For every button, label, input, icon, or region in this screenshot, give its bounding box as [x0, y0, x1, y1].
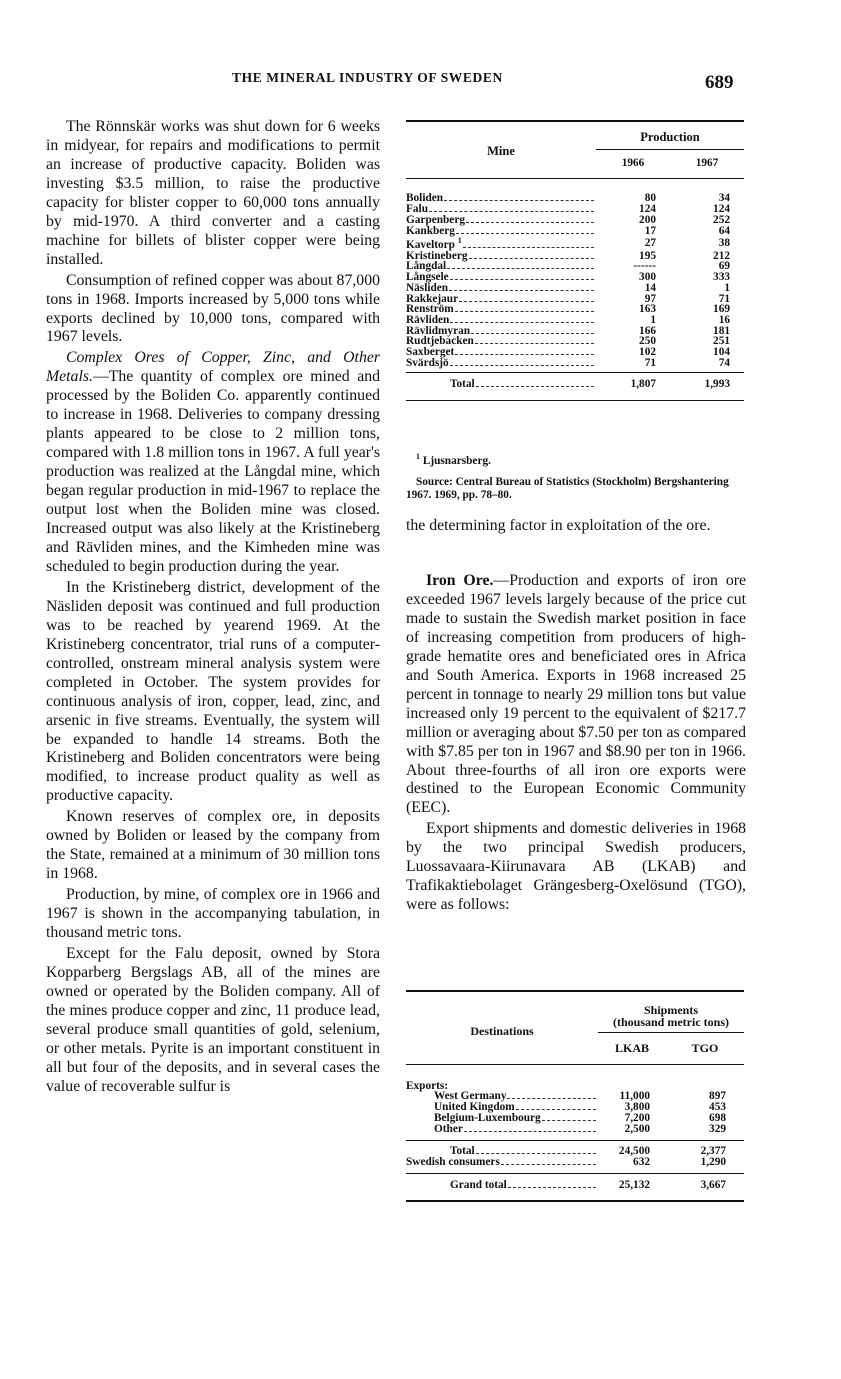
mine-1966-value: 300 — [639, 271, 656, 284]
mine-name: Rävlidmyran — [406, 324, 471, 337]
mine-1966-value: 250 — [639, 335, 656, 348]
mine-1967-value: 251 — [713, 335, 730, 348]
mine-1967-value: 124 — [713, 203, 730, 216]
export-row — [406, 1113, 744, 1124]
mine-row — [406, 215, 744, 226]
swedish-consumers-lkab: 632 — [633, 1155, 650, 1168]
mine-1966-value: 27 — [644, 237, 656, 250]
export-tgo-value: 329 — [709, 1122, 726, 1135]
export-tgo-value: 698 — [709, 1111, 726, 1124]
grand-total-tgo: 3,667 — [700, 1178, 726, 1191]
mine-1966-value: 163 — [639, 303, 656, 316]
page-number: 689 — [705, 72, 734, 93]
mine-total-1966: 1,807 — [630, 378, 656, 391]
mine-1967-value: 71 — [718, 292, 730, 305]
right-column-top — [406, 517, 746, 536]
export-tgo-value: 453 — [709, 1101, 726, 1114]
mine-1966-value: 102 — [639, 346, 656, 359]
mine-name: Kristineberg — [406, 249, 468, 262]
mine-name: Kankberg — [406, 224, 455, 237]
col-1966-header: 1966 — [621, 156, 645, 169]
shipments-table — [406, 990, 744, 1202]
footnote-marker: 1 — [416, 452, 420, 461]
exports-total-label: Total — [450, 1145, 475, 1158]
mine-name: Rudtjebacken — [406, 335, 474, 348]
paragraph-kristineberg: In the Kristineberg district, development of the Näsliden deposit was continued and full production was to be reached by yearend 1969. At the Kristineberg concentrator, trial runs of a computer-controlled, onstream mineral analysis system were completed in October. The system provides for continuous analysis of iron, copper, lead, zinc, and arsenic in five streams. Eventually, the system will be expanded to handle 14 streams. Both the Kristineberg and Boliden concentrators were being modified, to increase product quality as well as productive capacity. — [46, 578, 380, 805]
mine-name: Rakkejaur — [406, 292, 459, 305]
left-column — [46, 118, 380, 1097]
mine-name: Falu — [406, 203, 428, 216]
mine-row — [406, 261, 744, 272]
mine-1966-value: 80 — [644, 192, 656, 205]
footnote-text: Ljusnarsberg. — [422, 454, 491, 467]
mine-row — [406, 336, 744, 347]
mine-1967-value: 38 — [718, 237, 730, 250]
export-tgo-value: 897 — [709, 1090, 726, 1103]
paragraph-falu: Except for the Falu deposit, owned by Stora Kopparberg Bergslags AB, all of the mines are owned or operated by the Boliden company. All of the mines produce copper and zinc, 11 produce lead, several produce small quantities of gold, selenium, or other metals. Pyrite is an important constituent in all but four of the deposits, and in several cases the value of recoverable sulfur is — [46, 944, 380, 1095]
paragraph-consumption: Consumption of refined copper was about 87,000 tons in 1968. Imports increased by 5,000 tons while exports declined by 10,000 tons, compared with 1967 levels. — [46, 271, 380, 346]
col-lkab-header: LKAB — [614, 1041, 649, 1055]
mine-total-label: Total — [450, 378, 475, 391]
mine-name: Näsliden — [406, 281, 449, 294]
mine-1966-value: 1 — [650, 313, 656, 326]
mine-total-1967: 1,993 — [704, 378, 730, 391]
mine-row — [406, 251, 744, 262]
col-mine-header: Mine — [487, 143, 515, 158]
mine-name: Boliden — [406, 192, 444, 205]
export-destination: United Kingdom — [434, 1101, 515, 1114]
exports-total-tgo: 2,377 — [700, 1145, 726, 1158]
mine-1967-value: 74 — [718, 356, 730, 369]
export-lkab-value: 11,000 — [619, 1090, 650, 1103]
export-rows — [406, 1091, 744, 1134]
mine-row — [406, 236, 744, 250]
swedish-consumers-label: Swedish consumers — [406, 1155, 500, 1168]
export-lkab-value: 3,800 — [624, 1101, 650, 1114]
running-header: THE MINERAL INDUSTRY OF SWEDEN — [232, 70, 503, 85]
mine-1967-value: 1 — [724, 281, 730, 294]
shipments-header-line2: (thousand metric tons) — [613, 1015, 729, 1029]
mine-name: Garpenberg — [406, 213, 465, 226]
shipments-header-line1: Shipments — [643, 1003, 699, 1017]
export-destination: Other — [434, 1122, 463, 1135]
swedish-consumers-tgo: 1,290 — [700, 1155, 726, 1168]
mine-1967-value: 34 — [718, 192, 730, 205]
mine-row — [406, 294, 744, 305]
complex-ores-text: —The quantity of complex ore mined and processed by the Boliden Co. apparently continued to increase in 1968. Deliveries to company dressing plants appeared to be close to 2 million tons, compared with 1.8 million tons in 1967. A full year's production was realized at the Långdal mine, which began regular production in mid-1967 to replace the output lost when the Boliden mine was closed. Increased output was also likely at the Kristineberg and Rävliden mines, and the Kimheden mine was scheduled to begin production during the year. — [46, 368, 380, 575]
mine-name: Svärdsjö — [406, 356, 449, 369]
mine-1967-value: 69 — [718, 260, 730, 273]
mine-1966-value: 14 — [644, 281, 656, 294]
mine-1967-value: 104 — [713, 346, 730, 359]
mine-name: Saxberget — [406, 346, 455, 359]
mine-production-table — [406, 120, 744, 401]
export-destination: West Germany — [434, 1090, 507, 1103]
paragraph-reserves: Known reserves of complex ore, in deposits owned by Boliden or leased by the company from the State, remained at a minimum of 30 million tons in 1968. — [46, 808, 380, 883]
col-1967-header: 1967 — [695, 156, 719, 169]
mine-1967-value: 333 — [713, 271, 730, 284]
col-destinations-header: Destinations — [470, 1023, 534, 1038]
mine-1966-value: 97 — [644, 292, 656, 305]
mine-row — [406, 347, 744, 358]
mine-name: Rävliden — [406, 313, 450, 326]
export-row — [406, 1124, 744, 1135]
mine-1967-value: 16 — [718, 313, 730, 326]
mine-1966-value: ------ — [633, 260, 656, 273]
col-shipments-header — [598, 991, 744, 1033]
export-lkab-value: 2,500 — [624, 1122, 650, 1135]
swedish-consumers-row — [406, 1157, 744, 1168]
mine-name: Kaveltorp $^1$ — [406, 236, 462, 251]
export-destination: Belgium-Luxembourg — [434, 1111, 541, 1124]
grand-total-label: Grand total — [450, 1178, 507, 1191]
mine-total-row — [406, 379, 744, 390]
mine-row — [406, 226, 744, 237]
mine-1966-value: 200 — [639, 213, 656, 226]
mine-footnote-ref: 1 — [457, 236, 462, 246]
paragraph-iron-ore — [406, 572, 746, 818]
mine-row — [406, 358, 744, 369]
col-production-header: Production — [596, 121, 744, 149]
mine-1967-value: 212 — [713, 249, 730, 262]
mine-1966-value: 124 — [639, 203, 656, 216]
mine-table-footnote — [406, 450, 746, 502]
mine-row — [406, 272, 744, 283]
mine-1966-value: 195 — [639, 249, 656, 262]
mine-1967-value: 169 — [713, 303, 730, 316]
grand-total-lkab: 25,132 — [618, 1178, 650, 1191]
mine-1966-value: 166 — [639, 324, 656, 337]
mine-rows — [406, 193, 744, 368]
grand-total-row — [406, 1180, 744, 1191]
mine-row — [406, 193, 744, 204]
paragraph-ronnskar: The Rönnskär works was shut down for 6 weeks in midyear, for repairs and modifications to permit an increase of productive capacity. Boliden was investing $3.5 million, to raise the productive capacity for blister copper to 60,000 tons annually by mid-1970. A third converter and a casting machine for billets of blister copper were being installed. — [46, 118, 380, 268]
right-column-iron — [406, 572, 746, 915]
iron-ore-text: —Production and exports of iron ore exceeded 1967 levels largely because of the price cut made to sustain the Swedish market position in face of increasing competition from producers of high-grade hematite ores and beneficiated ores in Africa and South America. Exports in 1968 increased 25 percent in tonnage to nearly 29 million tons but value increased only 19 percent to the equivalent of $217.7 million or averaging about $7.50 per ton as compared with $7.85 per ton in 1967 and $8.90 per ton in 1966. About three-fourths of all iron ore exports were destined to the European Economic Community (EEC). — [406, 572, 746, 817]
paragraph-complex-ores — [46, 349, 380, 576]
mine-1967-value: 252 — [713, 213, 730, 226]
mine-row — [406, 304, 744, 315]
exports-total-lkab: 24,500 — [618, 1145, 650, 1158]
complex-ores-heading: Complex Ores of Copper, Zinc, and Other Metals. — [46, 349, 380, 386]
table-source: Source: Central Bureau of Statistics (Stockholm) Bergshantering 1967. 1969, pp. 78–80. — [406, 475, 729, 501]
mine-1967-value: 181 — [713, 324, 730, 337]
mine-name: Långdal — [406, 260, 447, 273]
paragraph-export-shipments: Export shipments and domestic deliveries in 1968 by the two principal Swedish producers, Luossavaara-Kiirunavara AB (LKAB) and Trafikaktiebolaget Grängesberg-Oxelösund (TGO), were as follows: — [406, 820, 746, 914]
mine-1966-value: 17 — [644, 224, 656, 237]
col-tgo-header: TGO — [691, 1041, 719, 1055]
paragraph-production-intro: Production, by mine, of complex ore in 1966 and 1967 is shown in the accompanying tabulation, in thousand metric tons. — [46, 886, 380, 942]
mine-1967-value: 64 — [718, 224, 730, 237]
mine-name: Renström — [406, 303, 454, 316]
export-lkab-value: 7,200 — [624, 1111, 650, 1124]
exports-label: Exports: — [406, 1079, 449, 1092]
mine-1966-value: 71 — [644, 356, 656, 369]
mine-name: Långsele — [406, 271, 449, 284]
iron-ore-heading: Iron Ore. — [426, 572, 494, 589]
paragraph-determining-factor: the determining factor in exploitation of the ore. — [406, 517, 711, 534]
